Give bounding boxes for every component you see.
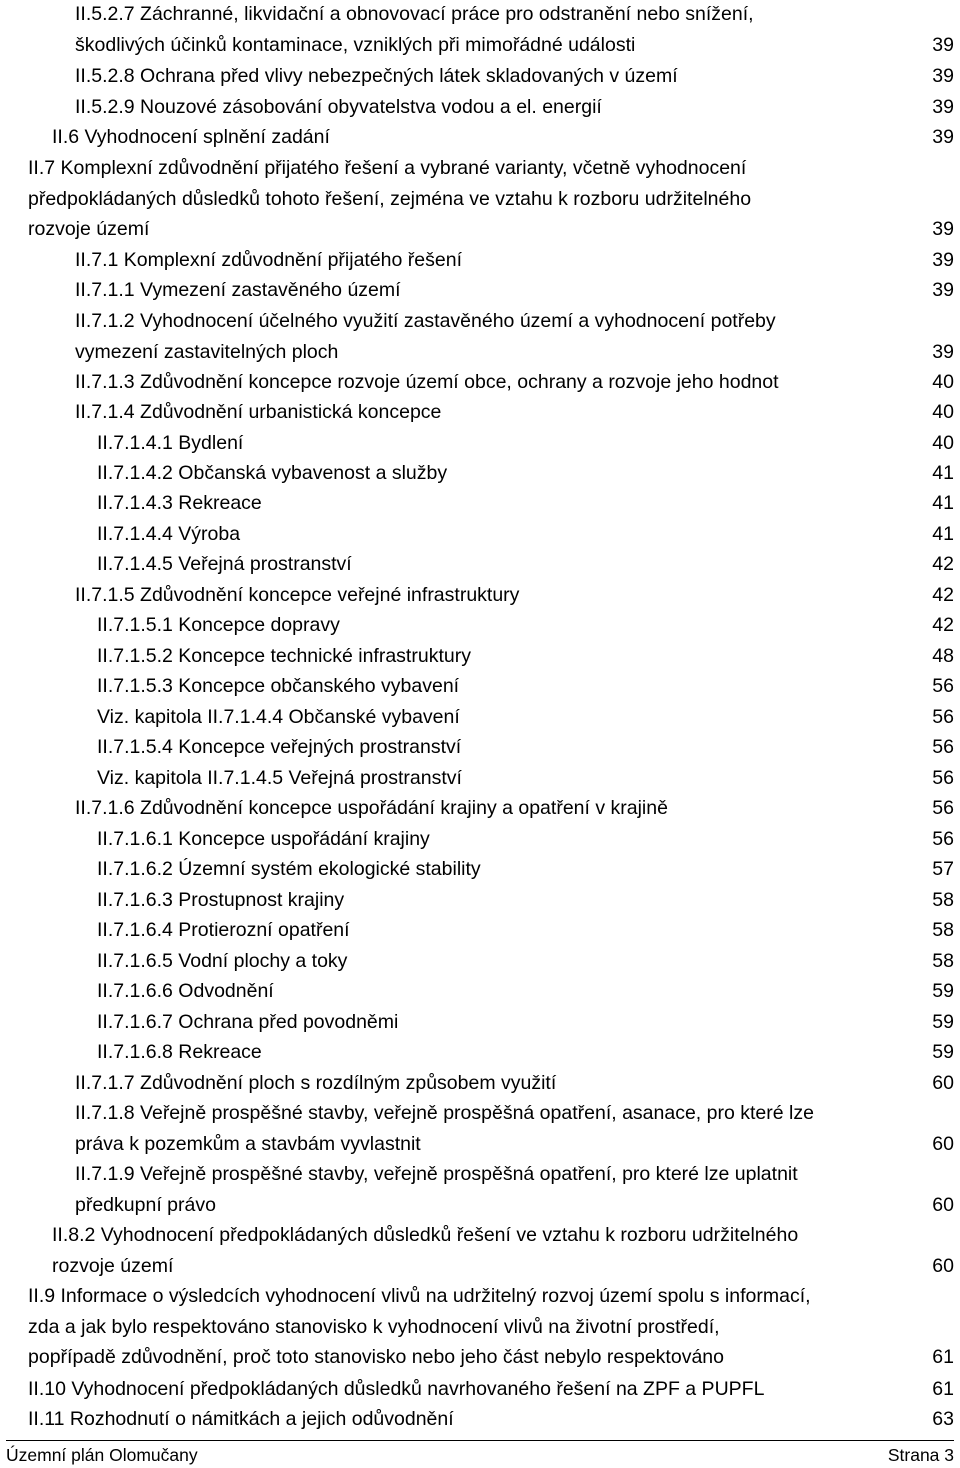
toc-entry[interactable] <box>0 306 960 367</box>
toc-dot-leader <box>345 885 931 916</box>
toc-page-number: 60 <box>932 1254 954 1277</box>
toc-entry[interactable] <box>0 763 960 794</box>
toc-entry[interactable] <box>0 245 960 276</box>
toc-page-number: 40 <box>932 371 954 393</box>
toc-entry[interactable] <box>0 1404 960 1435</box>
toc-entry[interactable] <box>0 1374 960 1405</box>
toc-entry-title: II.7.1.8 Veřejně prospěšné stavby, veřejně prospěšná opatření, asanace, pro které lze <box>75 1102 814 1124</box>
toc-dot-leader <box>217 1190 931 1221</box>
toc-entry[interactable] <box>0 885 960 916</box>
toc-entry[interactable] <box>0 275 960 306</box>
toc-dot-leader <box>679 61 932 92</box>
toc-entry-title: II.7.1.7 Zdůvodnění ploch s rozdílným způsobem využití <box>75 1072 557 1094</box>
toc-entry[interactable] <box>0 610 960 641</box>
toc-entry[interactable] <box>0 122 960 153</box>
toc-page-number: 58 <box>932 950 954 972</box>
toc-page-number: 41 <box>932 492 954 514</box>
toc-entry[interactable] <box>0 702 960 733</box>
toc-entry-title: rozvoje území <box>52 1254 174 1277</box>
toc-page-number: 59 <box>932 1011 954 1033</box>
toc-entry-title: předpokládaných důsledků tohoto řešení, zejména ve vztahu k rozboru udržitelného <box>28 187 752 210</box>
toc-entry-title: II.7.1.1 Vymezení zastavěného území <box>75 279 401 301</box>
toc-dot-leader <box>461 702 932 733</box>
toc-entry-title: II.7.1.4.2 Občanská vybavenost a služby <box>97 462 448 484</box>
toc-entry[interactable] <box>0 458 960 489</box>
toc-dot-leader <box>442 397 931 428</box>
toc-entry-title: zda a jak bylo respektováno stanovisko k vyhodnocení vlivů na životní prostředí, <box>28 1315 720 1338</box>
toc-entry[interactable] <box>0 1068 960 1099</box>
toc-entry[interactable] <box>0 549 960 580</box>
toc-entry-title: Viz. kapitola II.7.1.4.4 Občanské vybavení <box>97 706 460 728</box>
toc-page-number: 41 <box>932 462 954 484</box>
toc-page-number: 56 <box>932 828 954 850</box>
toc-entry-title: II.7.1.6.5 Vodní plochy a toky <box>97 950 348 972</box>
toc-entry-title: II.7.1.5.1 Koncepce dopravy <box>97 614 340 636</box>
toc-dot-leader <box>636 30 931 61</box>
toc-entry-title: II.7.1.4.5 Veřejná prostranství <box>97 553 352 575</box>
toc-entry-title: II.11 Rozhodnutí o námitkách a jejich odůvodnění <box>28 1408 454 1430</box>
toc-entry-title: škodlivých účinků kontaminace, vzniklých při mimořádné události <box>75 33 636 56</box>
toc-dot-leader <box>780 367 932 398</box>
toc-entry[interactable] <box>0 641 960 672</box>
toc-page-number: 39 <box>932 126 954 148</box>
toc-page-number: 56 <box>932 706 954 728</box>
toc-entry-title: II.7.1.2 Vyhodnocení účelného využití zastavěného území a vyhodnocení potřeby <box>75 310 776 332</box>
toc-page-number: 58 <box>932 889 954 911</box>
toc-entry-title: vymezení zastavitelných ploch <box>75 340 339 363</box>
toc-entry[interactable] <box>0 976 960 1007</box>
toc-entry-title: II.7.1.4.1 Bydlení <box>97 432 244 454</box>
toc-entry[interactable] <box>0 61 960 92</box>
toc-entry[interactable] <box>0 915 960 946</box>
toc-page-number: 39 <box>932 279 954 301</box>
toc-page-number: 59 <box>932 1041 954 1063</box>
toc-dot-leader <box>348 946 931 977</box>
toc-entry-title: II.7.1.6 Zdůvodnění koncepce uspořádání krajiny a opatření v krajině <box>75 797 668 819</box>
toc-dot-leader <box>399 1007 931 1038</box>
toc-entry[interactable] <box>0 519 960 550</box>
toc-entry[interactable] <box>0 428 960 459</box>
toc-dot-leader <box>241 519 931 550</box>
toc-entry[interactable] <box>0 793 960 824</box>
toc-entry-title: II.7.1.5.3 Koncepce občanského vybavení <box>97 675 460 697</box>
toc-entry-title: II.7.1 Komplexní zdůvodnění přijatého řešení <box>75 249 462 271</box>
toc-entry-title: II.7.1.4 Zdůvodnění urbanistická koncepce <box>75 401 442 423</box>
toc-page-number: 60 <box>932 1132 954 1155</box>
toc-entry-title: II.7.1.6.4 Protierozní opatření <box>97 919 350 941</box>
toc-dot-leader <box>520 580 931 611</box>
toc-entry-title: II.7.1.6.2 Územní systém ekologické stability <box>97 858 481 880</box>
toc-entry-title: práva k pozemkům a stavbám vyvlastnit <box>75 1132 421 1155</box>
toc-entry[interactable] <box>0 1220 960 1281</box>
toc-dot-leader <box>455 1404 932 1435</box>
toc-dot-leader <box>331 122 931 153</box>
toc-entry-title: II.7 Komplexní zdůvodnění přijatého řešení a vybrané varianty, včetně vyhodnocení <box>28 157 747 179</box>
toc-entry-title: II.6 Vyhodnocení splnění zadání <box>52 126 330 148</box>
toc-dot-leader <box>482 854 932 885</box>
toc-entry-title: II.5.2.7 Záchranné, likvidační a obnovovací práce pro odstranění nebo snížení, <box>75 3 754 25</box>
toc-dot-leader <box>448 458 931 489</box>
toc-dot-leader <box>460 671 931 702</box>
toc-dot-leader <box>557 1068 931 1099</box>
toc-entry-title: II.7.1.6.7 Ochrana před povodněmi <box>97 1011 399 1033</box>
toc-entry-title: Viz. kapitola II.7.1.4.5 Veřejná prostranství <box>97 767 462 789</box>
toc-entry[interactable] <box>0 732 960 763</box>
toc-dot-leader <box>353 549 932 580</box>
toc-page-number: 39 <box>932 218 954 240</box>
toc-entry[interactable] <box>0 1037 960 1068</box>
toc-page-number: 61 <box>932 1346 954 1368</box>
toc-entry[interactable] <box>0 824 960 855</box>
toc-page-number: 39 <box>932 96 954 118</box>
toc-dot-leader <box>603 92 931 123</box>
toc-dot-leader <box>341 610 931 641</box>
toc-dot-leader <box>431 824 932 855</box>
toc-page-number: 42 <box>932 614 954 636</box>
toc-entry-title: popřípadě zdůvodnění, proč toto stanovisko nebo jeho část nebylo respektováno <box>28 1346 724 1368</box>
toc-dot-leader <box>462 732 931 763</box>
toc-dot-leader <box>402 275 932 306</box>
toc-entry[interactable] <box>0 1007 960 1038</box>
toc-page-number: 57 <box>932 858 954 880</box>
toc-page-number: 61 <box>932 1378 954 1400</box>
toc-entry-title: II.7.1.5.2 Koncepce technické infrastruktury <box>97 645 471 667</box>
toc-entry-title: rozvoje území <box>28 218 150 240</box>
toc-dot-leader <box>422 1129 932 1160</box>
toc-page-number: 58 <box>932 919 954 941</box>
toc-dot-leader <box>263 488 932 519</box>
toc-entry-title: II.7.1.6.8 Rekreace <box>97 1041 262 1063</box>
toc-dot-leader <box>765 1374 931 1405</box>
toc-entry-title: II.7.1.4.4 Výroba <box>97 523 241 545</box>
toc-entry[interactable] <box>0 153 960 245</box>
toc-dot-leader <box>463 245 931 276</box>
toc-entry[interactable] <box>0 488 960 519</box>
toc-entry-title: II.7.1.6.1 Koncepce uspořádání krajiny <box>97 828 430 850</box>
page-footer <box>6 1440 954 1467</box>
toc-entry[interactable] <box>0 580 960 611</box>
toc-entry[interactable] <box>0 1281 960 1373</box>
toc-entry[interactable] <box>0 397 960 428</box>
footer-page-number: Strana 3 <box>887 1445 954 1465</box>
toc-entry[interactable] <box>0 854 960 885</box>
toc-page-number: 56 <box>932 675 954 697</box>
toc-page-number: 63 <box>932 1408 954 1430</box>
toc-entry-title: II.7.1.6.6 Odvodnění <box>97 980 274 1002</box>
toc-page-number: 56 <box>932 736 954 758</box>
footer-document-title: Územní plán Olomučany <box>6 1445 198 1465</box>
toc-dot-leader <box>463 763 931 794</box>
toc-entry[interactable] <box>0 946 960 977</box>
toc-entry[interactable] <box>0 1098 960 1159</box>
toc-entry-title: II.9 Informace o výsledcích vyhodnocení vlivů na udržitelný rozvoj území spolu s informací, <box>28 1285 811 1307</box>
toc-page-number: 60 <box>932 1072 954 1094</box>
toc-page-number: 39 <box>932 65 954 87</box>
toc-page-number: 40 <box>932 432 954 454</box>
toc-entry[interactable] <box>0 671 960 702</box>
toc-dot-leader <box>275 976 932 1007</box>
toc-entry-title: II.5.2.8 Ochrana před vlivy nebezpečných látek skladovaných v území <box>75 65 678 87</box>
toc-page-number: 59 <box>932 980 954 1002</box>
toc-dot-leader <box>339 337 931 368</box>
toc-page-number: 39 <box>932 33 954 56</box>
toc-dot-leader <box>472 641 931 672</box>
toc-page-number: 48 <box>932 645 954 667</box>
toc-entry[interactable] <box>0 0 960 60</box>
toc-dot-leader <box>669 793 931 824</box>
toc-entry[interactable] <box>0 92 960 123</box>
toc-entry-title: II.7.1.5 Zdůvodnění koncepce veřejné infrastruktury <box>75 584 520 606</box>
toc-dot-leader <box>244 428 931 459</box>
toc-entry-title: II.7.1.5.4 Koncepce veřejných prostranství <box>97 736 462 758</box>
toc-page-number: 41 <box>932 523 954 545</box>
toc-entry[interactable] <box>0 1159 960 1220</box>
toc-entry-title: II.7.1.3 Zdůvodnění koncepce rozvoje území obce, ochrany a rozvoje jeho hodnot <box>75 371 779 393</box>
toc-entry-title: II.7.1.9 Veřejně prospěšné stavby, veřejně prospěšná opatření, pro které lze uplatnit <box>75 1163 798 1185</box>
toc-page-number: 39 <box>932 249 954 271</box>
toc-entry-title: II.5.2.9 Nouzové zásobování obyvatelstva vodou a el. energií <box>75 96 602 118</box>
toc-page-number: 42 <box>932 553 954 575</box>
toc-page-number: 42 <box>932 584 954 606</box>
toc-page-number: 60 <box>932 1193 954 1216</box>
toc-dot-leader <box>351 915 932 946</box>
toc-entry-title: II.8.2 Vyhodnocení předpokládaných důsledků řešení ve vztahu k rozboru udržitelného <box>52 1224 799 1246</box>
toc-entry-title: II.7.1.6.3 Prostupnost krajiny <box>97 889 345 911</box>
toc-dot-leader <box>725 1342 931 1373</box>
toc-page-number: 39 <box>932 340 954 363</box>
toc-entry-title: II.10 Vyhodnocení předpokládaných důsledků navrhovaného řešení na ZPF a PUPFL <box>28 1378 765 1400</box>
toc-page-number: 40 <box>932 401 954 423</box>
toc-dot-leader <box>174 1251 931 1282</box>
toc-page-number: 56 <box>932 767 954 789</box>
toc-entry-title: předkupní právo <box>75 1193 216 1216</box>
toc-entry[interactable] <box>0 367 960 398</box>
toc-dot-leader <box>263 1037 932 1068</box>
toc-page-number: 56 <box>932 797 954 819</box>
toc-entry-title: II.7.1.4.3 Rekreace <box>97 492 262 514</box>
toc-dot-leader <box>150 214 931 245</box>
